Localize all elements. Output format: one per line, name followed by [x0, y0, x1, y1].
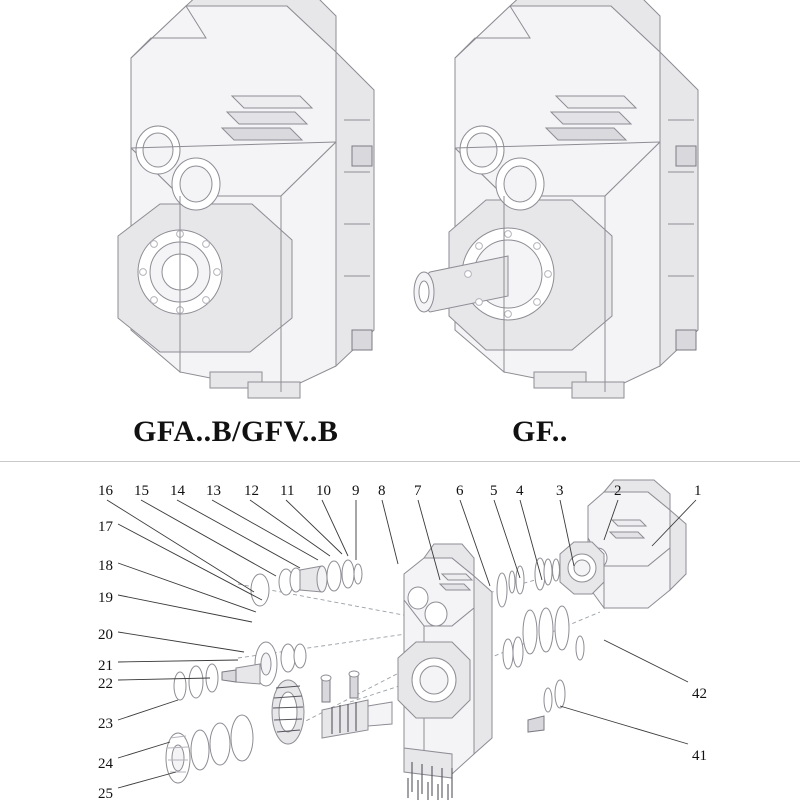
- exploded-housing: [398, 544, 492, 798]
- caption-left: GFA..B/GFV..B: [133, 415, 339, 448]
- callout-top-15: 15: [134, 483, 149, 499]
- left-housing-drawing: [118, 0, 374, 398]
- callout-top-10: 10: [316, 483, 331, 499]
- callout-top-9: 9: [352, 483, 360, 499]
- callout-top-11: 11: [280, 483, 295, 499]
- right-housing-drawing: [414, 0, 698, 398]
- callout-left-25: 25: [98, 786, 113, 802]
- callout-top-16: 16: [98, 483, 113, 499]
- left-shaft-parts: [251, 560, 362, 606]
- callout-top-4: 4: [516, 483, 524, 499]
- adapter-flange: [560, 542, 604, 594]
- callout-top-5: 5: [490, 483, 498, 499]
- callout-right-42: 42: [692, 686, 707, 702]
- callout-top-8: 8: [378, 483, 386, 499]
- callout-left-18: 18: [98, 558, 113, 574]
- ring-parts: [497, 558, 569, 669]
- callout-top-12: 12: [244, 483, 259, 499]
- callout-left-20: 20: [98, 627, 113, 643]
- callout-left-21: 21: [98, 658, 113, 674]
- callout-left-24: 24: [98, 756, 113, 772]
- callout-top-7: 7: [414, 483, 422, 499]
- callout-top-1: 1: [694, 483, 702, 499]
- callout-left-22: 22: [98, 676, 113, 692]
- callout-top-14: 14: [170, 483, 185, 499]
- callout-top-2: 2: [614, 483, 622, 499]
- callout-top-13: 13: [206, 483, 221, 499]
- caption-right: GF..: [512, 415, 568, 448]
- callout-top-3: 3: [556, 483, 564, 499]
- callout-top-6: 6: [456, 483, 464, 499]
- callout-left-19: 19: [98, 590, 113, 606]
- callout-right-41: 41: [692, 748, 707, 764]
- lower-right-parts: [528, 636, 584, 732]
- callout-left-17: 17: [98, 519, 113, 535]
- motor-block: [588, 480, 686, 608]
- exploded-view-region: [0, 462, 800, 800]
- callout-left-23: 23: [98, 716, 113, 732]
- exploded-view-svg: [0, 462, 800, 800]
